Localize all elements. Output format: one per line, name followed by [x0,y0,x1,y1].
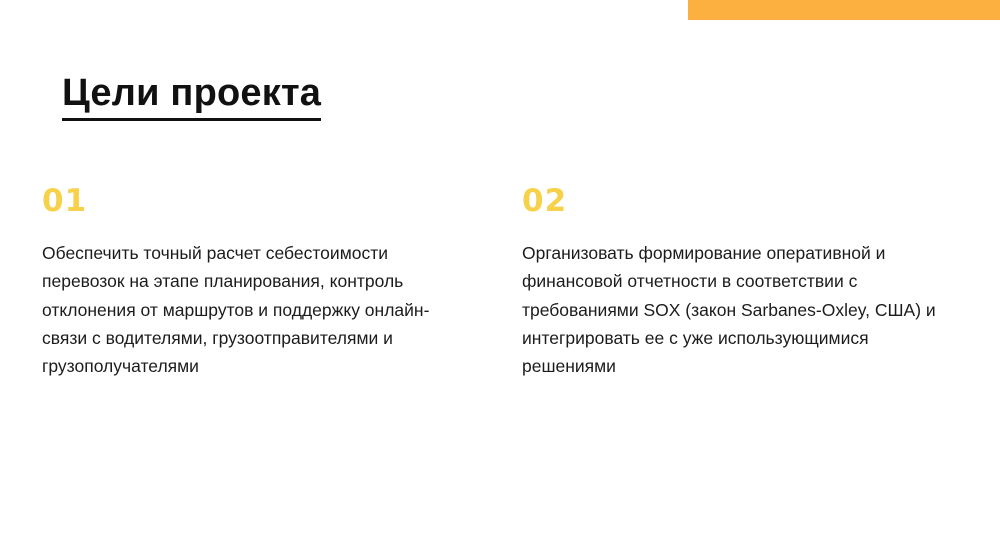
goal-item-02 [522,183,942,381]
goal-text-02: Организовать формирование оперативной и финансовой отчетности в соответствии с требованиями SOX (закон Sarbanes-Oxley, США) и интегрировать ее с уже использующимися решениями [522,243,936,377]
accent-bar [688,0,1000,20]
goal-text-01: Обеспечить точный расчет себестоимости перевозок на этапе планирования, контроль отклонения от маршрутов и поддержку онлайн-связи с водителями, грузоотправителями и грузополучателями [42,243,430,377]
goal-item-01 [42,183,462,381]
goals-columns [42,183,982,381]
goal-number-01: 01 [42,183,88,219]
goal-number-02: 02 [522,183,568,219]
page-title: Цели проекта [62,72,321,121]
